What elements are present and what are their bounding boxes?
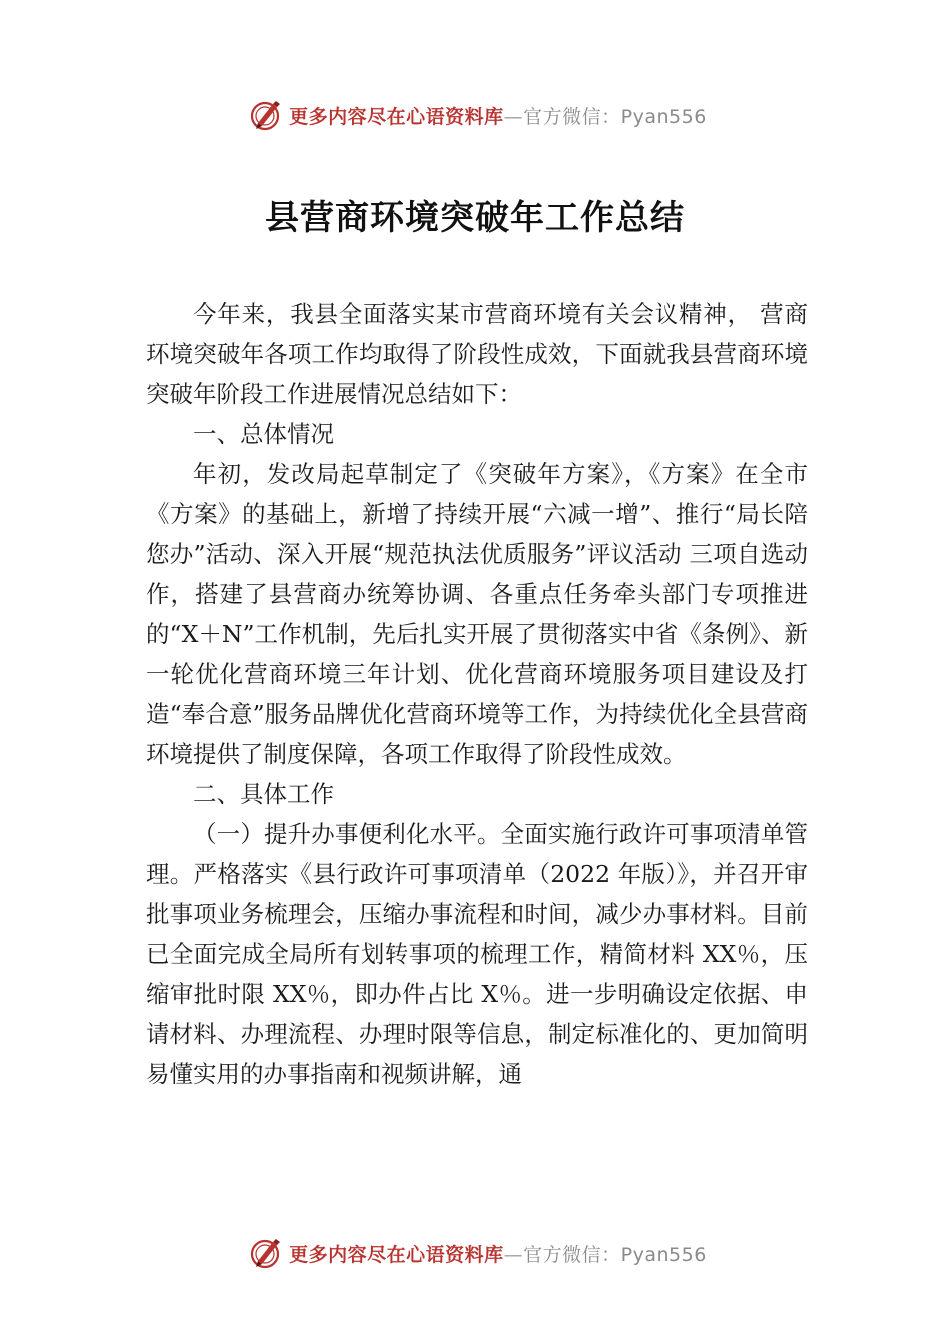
paragraph-overall: 年初，发改局起草制定了《突破年方案》，《方案》在全市《方案》的基础上，新增了持续开展“六减一增”、推行“局长陪您办”活动、深入开展“规范执法优质服务”评议活动 三项自选动作，搭建了县营商办统筹协调、各重点任务牵头部门专项推进的“X＋N”工作机制，先后扎实开展了贯彻落实中省《条例》、新一轮优化营商环境三年计划、优化营商环境服务项目建设及打造“奉合意”服务品牌优化营商环境等工作，为持续优化全县营商环境提供了制度保障，各项工作取得了阶段性成效。 [146, 460, 808, 768]
heading-overall-situation: 一、总体情况 [193, 420, 334, 448]
banner-text [289, 102, 707, 129]
banner-red-text: 更多内容尽在心语资料库 [289, 105, 504, 128]
banner-red-text: 更多内容尽在心语资料库 [289, 1243, 504, 1266]
banner-dash: — [503, 105, 524, 128]
red-pen-seal-logo-icon [249, 1236, 283, 1270]
banner-content [249, 98, 707, 132]
banner-wechat-text: 官方微信：Pyan556 [523, 105, 707, 128]
red-pen-seal-logo-icon [249, 98, 283, 132]
banner-text [289, 1240, 707, 1267]
heading-specific-work: 二、具体工作 [193, 780, 334, 808]
banner-wechat-text: 官方微信：Pyan556 [523, 1243, 707, 1266]
document-body [146, 294, 808, 1094]
header-watermark-banner [0, 95, 950, 135]
footer-watermark-banner [0, 1233, 950, 1273]
paragraph-intro: 今年来，我县全面落实某市营商环境有关会议精神， 营商环境突破年各项工作均取得了阶段性成效，下面就我县营商环境突破年阶段工作进展情况总结如下： [146, 300, 808, 408]
banner-dash: — [503, 1243, 524, 1266]
paragraph-specific-1: （一）提升办事便利化水平。全面实施行政许可事项清单管理。严格落实《县行政许可事项清单（2022 年版）》，并召开审批事项业务梳理会，压缩办事流程和时间，减少办事材料。目前已全面完成全局所有划转事项的梳理工作，精简材料 XX％，压缩审批时限 XX％，即办件占比 X％。进一步明确设定依据、申请材料、办理流程、办理时限等信息，制定标准化的、更加简明易懂实用的办事指南和视频讲解，通 [146, 820, 808, 1088]
banner-content [249, 1236, 707, 1270]
document-title: 县营商环境突破年工作总结 [265, 198, 685, 238]
